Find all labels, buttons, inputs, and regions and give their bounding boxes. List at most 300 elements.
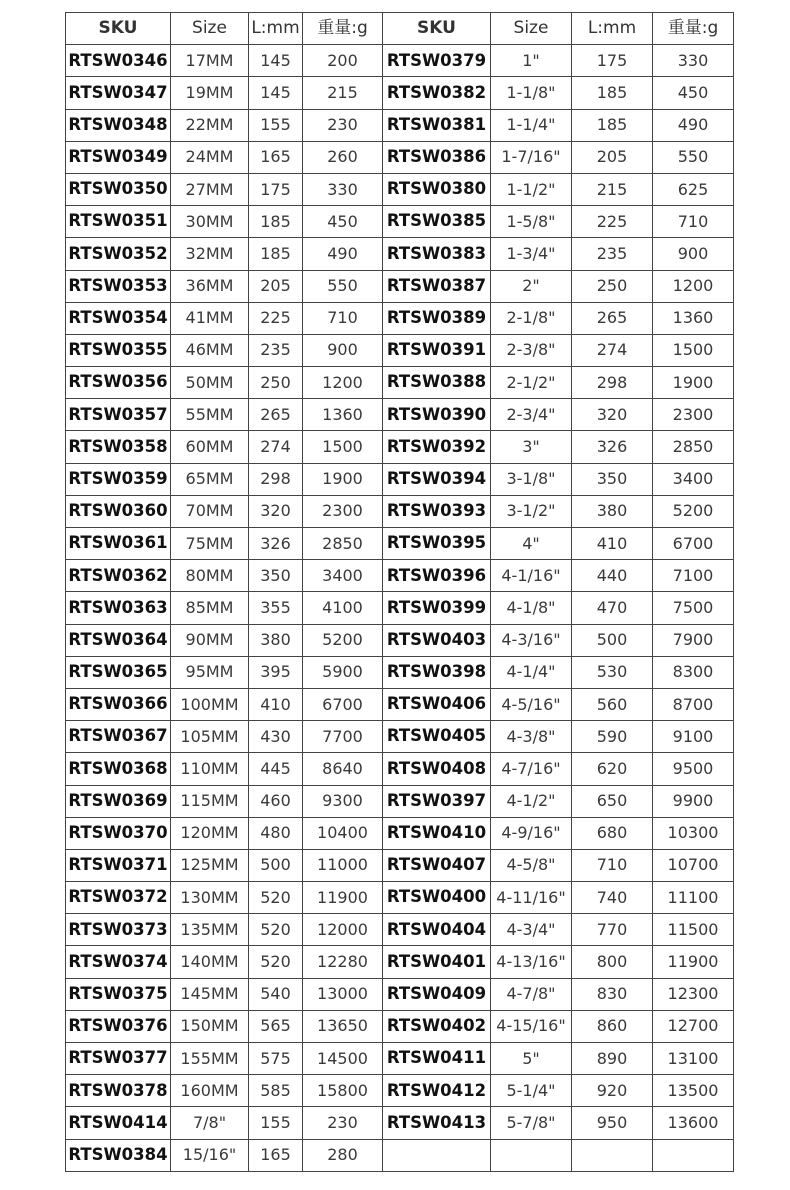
cell-sku-left: RTSW0374 xyxy=(66,946,171,978)
table-row xyxy=(66,1107,734,1139)
table-row xyxy=(66,560,734,592)
cell-sku-left: RTSW0366 xyxy=(66,688,171,720)
cell-size-right: 4-3/16" xyxy=(491,624,572,656)
cell-length-right: 298 xyxy=(572,367,653,399)
header-row xyxy=(66,13,734,45)
cell-sku-left: RTSW0349 xyxy=(66,141,171,173)
cell-sku-right: RTSW0395 xyxy=(383,528,491,560)
cell-length-right: 830 xyxy=(572,978,653,1010)
table-row xyxy=(66,849,734,881)
cell-size-right: 4-1/16" xyxy=(491,560,572,592)
cell-size-left: 27MM xyxy=(171,173,249,205)
table-row xyxy=(66,431,734,463)
cell-size-right: 4-5/8" xyxy=(491,849,572,881)
cell-sku-right: RTSW0393 xyxy=(383,495,491,527)
table-row xyxy=(66,785,734,817)
cell-length-right: 225 xyxy=(572,206,653,238)
header-sku-right: SKU xyxy=(383,13,491,45)
cell-weight-left: 15800 xyxy=(303,1075,383,1107)
cell-length-left: 185 xyxy=(249,206,303,238)
table-row xyxy=(66,238,734,270)
header-size-left: Size xyxy=(171,13,249,45)
cell-length-right: 950 xyxy=(572,1107,653,1139)
cell-length-right: 560 xyxy=(572,688,653,720)
cell-size-left: 24MM xyxy=(171,141,249,173)
cell-weight-right: 8300 xyxy=(653,656,734,688)
cell-sku-right: RTSW0406 xyxy=(383,688,491,720)
cell-weight-left: 13650 xyxy=(303,1010,383,1042)
table-row xyxy=(66,914,734,946)
cell-weight-left: 330 xyxy=(303,173,383,205)
cell-weight-left: 12280 xyxy=(303,946,383,978)
cell-length-left: 410 xyxy=(249,688,303,720)
cell-sku-left: RTSW0360 xyxy=(66,495,171,527)
cell-sku-right: RTSW0405 xyxy=(383,721,491,753)
cell-weight-right: 330 xyxy=(653,45,734,77)
cell-length-left: 320 xyxy=(249,495,303,527)
cell-size-left: 125MM xyxy=(171,849,249,881)
cell-sku-right: RTSW0379 xyxy=(383,45,491,77)
cell-weight-right: 1500 xyxy=(653,334,734,366)
cell-weight-right: 11100 xyxy=(653,882,734,914)
cell-size-right xyxy=(491,1139,572,1171)
cell-length-right: 274 xyxy=(572,334,653,366)
cell-weight-left: 215 xyxy=(303,77,383,109)
cell-length-right: 680 xyxy=(572,817,653,849)
table-row xyxy=(66,1075,734,1107)
table-row xyxy=(66,367,734,399)
cell-length-right: 470 xyxy=(572,592,653,624)
cell-weight-right: 1900 xyxy=(653,367,734,399)
cell-weight-right: 6700 xyxy=(653,528,734,560)
cell-weight-right: 710 xyxy=(653,206,734,238)
cell-sku-right: RTSW0412 xyxy=(383,1075,491,1107)
cell-length-right: 320 xyxy=(572,399,653,431)
cell-size-right: 4-7/16" xyxy=(491,753,572,785)
cell-sku-left: RTSW0369 xyxy=(66,785,171,817)
cell-weight-left: 13000 xyxy=(303,978,383,1010)
cell-size-right: 2" xyxy=(491,270,572,302)
cell-weight-left: 9300 xyxy=(303,785,383,817)
cell-sku-left: RTSW0371 xyxy=(66,849,171,881)
cell-weight-left: 12000 xyxy=(303,914,383,946)
cell-size-right: 1-1/4" xyxy=(491,109,572,141)
cell-length-right: 650 xyxy=(572,785,653,817)
cell-weight-left: 14500 xyxy=(303,1043,383,1075)
cell-length-right: 185 xyxy=(572,109,653,141)
cell-length-left: 395 xyxy=(249,656,303,688)
cell-size-right: 5-1/4" xyxy=(491,1075,572,1107)
cell-size-right: 4-11/16" xyxy=(491,882,572,914)
table-row xyxy=(66,753,734,785)
cell-sku-right xyxy=(383,1139,491,1171)
cell-size-left: 90MM xyxy=(171,624,249,656)
cell-size-left: 140MM xyxy=(171,946,249,978)
cell-size-left: 80MM xyxy=(171,560,249,592)
cell-weight-right: 9100 xyxy=(653,721,734,753)
cell-length-left: 145 xyxy=(249,45,303,77)
cell-length-left: 145 xyxy=(249,77,303,109)
table-row xyxy=(66,109,734,141)
table-row xyxy=(66,656,734,688)
cell-weight-right: 5200 xyxy=(653,495,734,527)
cell-sku-right: RTSW0381 xyxy=(383,109,491,141)
header-size-right: Size xyxy=(491,13,572,45)
cell-weight-right: 8700 xyxy=(653,688,734,720)
cell-sku-left: RTSW0362 xyxy=(66,560,171,592)
cell-weight-left: 2300 xyxy=(303,495,383,527)
cell-length-right: 175 xyxy=(572,45,653,77)
cell-sku-left: RTSW0377 xyxy=(66,1043,171,1075)
cell-size-right: 4-9/16" xyxy=(491,817,572,849)
cell-sku-left: RTSW0368 xyxy=(66,753,171,785)
cell-size-right: 4-15/16" xyxy=(491,1010,572,1042)
cell-sku-right: RTSW0404 xyxy=(383,914,491,946)
cell-sku-right: RTSW0387 xyxy=(383,270,491,302)
cell-weight-left: 2850 xyxy=(303,528,383,560)
cell-length-left: 265 xyxy=(249,399,303,431)
cell-sku-left: RTSW0350 xyxy=(66,173,171,205)
cell-size-left: 75MM xyxy=(171,528,249,560)
cell-sku-left: RTSW0346 xyxy=(66,45,171,77)
cell-length-left: 575 xyxy=(249,1043,303,1075)
cell-size-left: 105MM xyxy=(171,721,249,753)
cell-sku-left: RTSW0361 xyxy=(66,528,171,560)
cell-weight-right: 9900 xyxy=(653,785,734,817)
table-row xyxy=(66,399,734,431)
cell-size-left: 60MM xyxy=(171,431,249,463)
cell-size-left: 7/8" xyxy=(171,1107,249,1139)
cell-size-left: 110MM xyxy=(171,753,249,785)
cell-length-left: 460 xyxy=(249,785,303,817)
table-row xyxy=(66,77,734,109)
cell-size-right: 5-7/8" xyxy=(491,1107,572,1139)
cell-sku-right: RTSW0390 xyxy=(383,399,491,431)
cell-length-left: 155 xyxy=(249,1107,303,1139)
cell-size-right: 1-5/8" xyxy=(491,206,572,238)
cell-weight-left: 5200 xyxy=(303,624,383,656)
cell-sku-right: RTSW0391 xyxy=(383,334,491,366)
cell-weight-right: 3400 xyxy=(653,463,734,495)
cell-length-left: 165 xyxy=(249,1139,303,1171)
cell-size-right: 4" xyxy=(491,528,572,560)
cell-sku-right: RTSW0402 xyxy=(383,1010,491,1042)
cell-size-right: 4-1/8" xyxy=(491,592,572,624)
cell-length-left: 155 xyxy=(249,109,303,141)
table-row xyxy=(66,45,734,77)
cell-size-left: 65MM xyxy=(171,463,249,495)
header-length-left: L:mm xyxy=(249,13,303,45)
cell-sku-right: RTSW0386 xyxy=(383,141,491,173)
header-length-right: L:mm xyxy=(572,13,653,45)
cell-weight-left: 11900 xyxy=(303,882,383,914)
table-row xyxy=(66,173,734,205)
cell-sku-right: RTSW0392 xyxy=(383,431,491,463)
cell-length-left: 274 xyxy=(249,431,303,463)
cell-sku-right: RTSW0410 xyxy=(383,817,491,849)
cell-weight-right: 7900 xyxy=(653,624,734,656)
table-row xyxy=(66,817,734,849)
cell-size-right: 4-1/2" xyxy=(491,785,572,817)
cell-size-left: 46MM xyxy=(171,334,249,366)
cell-sku-left: RTSW0357 xyxy=(66,399,171,431)
cell-size-right: 1-7/16" xyxy=(491,141,572,173)
cell-length-left: 565 xyxy=(249,1010,303,1042)
cell-weight-left: 1200 xyxy=(303,367,383,399)
cell-size-right: 4-13/16" xyxy=(491,946,572,978)
cell-size-right: 2-3/4" xyxy=(491,399,572,431)
cell-size-left: 55MM xyxy=(171,399,249,431)
cell-sku-left: RTSW0367 xyxy=(66,721,171,753)
cell-size-left: 135MM xyxy=(171,914,249,946)
table-row xyxy=(66,463,734,495)
cell-size-left: 70MM xyxy=(171,495,249,527)
cell-length-right: 380 xyxy=(572,495,653,527)
cell-sku-left: RTSW0352 xyxy=(66,238,171,270)
cell-size-right: 3-1/2" xyxy=(491,495,572,527)
table-row xyxy=(66,141,734,173)
cell-length-left: 298 xyxy=(249,463,303,495)
cell-length-right: 620 xyxy=(572,753,653,785)
cell-sku-right: RTSW0407 xyxy=(383,849,491,881)
cell-sku-right: RTSW0389 xyxy=(383,302,491,334)
cell-size-left: 32MM xyxy=(171,238,249,270)
cell-length-left: 205 xyxy=(249,270,303,302)
cell-size-right: 1-1/8" xyxy=(491,77,572,109)
cell-length-right: 530 xyxy=(572,656,653,688)
cell-weight-right: 490 xyxy=(653,109,734,141)
cell-length-right: 860 xyxy=(572,1010,653,1042)
cell-sku-left: RTSW0355 xyxy=(66,334,171,366)
header-weight-left: 重量:g xyxy=(303,13,383,45)
cell-weight-right xyxy=(653,1139,734,1171)
cell-size-right: 4-1/4" xyxy=(491,656,572,688)
cell-size-right: 4-3/8" xyxy=(491,721,572,753)
cell-weight-left: 1360 xyxy=(303,399,383,431)
cell-sku-left: RTSW0347 xyxy=(66,77,171,109)
cell-length-right: 740 xyxy=(572,882,653,914)
cell-weight-left: 550 xyxy=(303,270,383,302)
cell-weight-left: 7700 xyxy=(303,721,383,753)
cell-weight-left: 280 xyxy=(303,1139,383,1171)
cell-length-left: 185 xyxy=(249,238,303,270)
cell-weight-right: 13600 xyxy=(653,1107,734,1139)
cell-size-left: 120MM xyxy=(171,817,249,849)
cell-weight-right: 10700 xyxy=(653,849,734,881)
cell-weight-right: 11900 xyxy=(653,946,734,978)
cell-weight-right: 2850 xyxy=(653,431,734,463)
cell-size-left: 30MM xyxy=(171,206,249,238)
cell-length-right: 440 xyxy=(572,560,653,592)
cell-length-right: 265 xyxy=(572,302,653,334)
cell-size-right: 3" xyxy=(491,431,572,463)
cell-length-right: 920 xyxy=(572,1075,653,1107)
cell-weight-right: 2300 xyxy=(653,399,734,431)
cell-weight-left: 6700 xyxy=(303,688,383,720)
cell-sku-left: RTSW0348 xyxy=(66,109,171,141)
cell-weight-right: 13500 xyxy=(653,1075,734,1107)
header-sku-left: SKU xyxy=(66,13,171,45)
cell-weight-right: 900 xyxy=(653,238,734,270)
cell-size-left: 115MM xyxy=(171,785,249,817)
cell-size-right: 1" xyxy=(491,45,572,77)
cell-sku-right: RTSW0399 xyxy=(383,592,491,624)
cell-weight-right: 12700 xyxy=(653,1010,734,1042)
cell-sku-left: RTSW0363 xyxy=(66,592,171,624)
table-row xyxy=(66,334,734,366)
table-row xyxy=(66,528,734,560)
cell-weight-right: 9500 xyxy=(653,753,734,785)
cell-weight-left: 4100 xyxy=(303,592,383,624)
cell-weight-left: 3400 xyxy=(303,560,383,592)
cell-size-left: 50MM xyxy=(171,367,249,399)
cell-length-left: 165 xyxy=(249,141,303,173)
cell-size-left: 130MM xyxy=(171,882,249,914)
cell-weight-right: 550 xyxy=(653,141,734,173)
cell-sku-right: RTSW0398 xyxy=(383,656,491,688)
cell-length-left: 430 xyxy=(249,721,303,753)
cell-length-left: 225 xyxy=(249,302,303,334)
cell-weight-right: 10300 xyxy=(653,817,734,849)
cell-size-left: 22MM xyxy=(171,109,249,141)
cell-weight-right: 1360 xyxy=(653,302,734,334)
cell-sku-left: RTSW0354 xyxy=(66,302,171,334)
table-row xyxy=(66,1010,734,1042)
cell-size-right: 1-3/4" xyxy=(491,238,572,270)
cell-weight-left: 5900 xyxy=(303,656,383,688)
cell-sku-right: RTSW0385 xyxy=(383,206,491,238)
cell-size-left: 17MM xyxy=(171,45,249,77)
table-row xyxy=(66,624,734,656)
cell-size-left: 100MM xyxy=(171,688,249,720)
cell-sku-left: RTSW0356 xyxy=(66,367,171,399)
cell-size-left: 95MM xyxy=(171,656,249,688)
table-row xyxy=(66,946,734,978)
spec-sheet xyxy=(65,12,734,1172)
cell-length-right: 235 xyxy=(572,238,653,270)
cell-length-left: 585 xyxy=(249,1075,303,1107)
cell-length-left: 520 xyxy=(249,914,303,946)
cell-size-left: 155MM xyxy=(171,1043,249,1075)
cell-length-right: 710 xyxy=(572,849,653,881)
cell-length-right: 250 xyxy=(572,270,653,302)
cell-sku-right: RTSW0413 xyxy=(383,1107,491,1139)
cell-weight-right: 1200 xyxy=(653,270,734,302)
cell-length-right: 800 xyxy=(572,946,653,978)
cell-length-left: 235 xyxy=(249,334,303,366)
cell-sku-right: RTSW0397 xyxy=(383,785,491,817)
cell-weight-right: 13100 xyxy=(653,1043,734,1075)
cell-sku-left: RTSW0373 xyxy=(66,914,171,946)
cell-weight-right: 7100 xyxy=(653,560,734,592)
table-row xyxy=(66,592,734,624)
cell-length-left: 350 xyxy=(249,560,303,592)
cell-size-right: 5" xyxy=(491,1043,572,1075)
cell-length-right: 590 xyxy=(572,721,653,753)
table-row xyxy=(66,978,734,1010)
table-row xyxy=(66,882,734,914)
cell-sku-left: RTSW0359 xyxy=(66,463,171,495)
cell-weight-left: 1500 xyxy=(303,431,383,463)
cell-length-right: 350 xyxy=(572,463,653,495)
cell-length-right: 326 xyxy=(572,431,653,463)
cell-weight-left: 450 xyxy=(303,206,383,238)
cell-size-left: 145MM xyxy=(171,978,249,1010)
cell-length-right: 500 xyxy=(572,624,653,656)
cell-length-left: 480 xyxy=(249,817,303,849)
cell-size-right: 3-1/8" xyxy=(491,463,572,495)
cell-size-left: 41MM xyxy=(171,302,249,334)
cell-weight-left: 10400 xyxy=(303,817,383,849)
cell-sku-right: RTSW0383 xyxy=(383,238,491,270)
cell-size-right: 4-3/4" xyxy=(491,914,572,946)
cell-length-left: 520 xyxy=(249,946,303,978)
table-row xyxy=(66,270,734,302)
cell-sku-right: RTSW0388 xyxy=(383,367,491,399)
cell-length-right: 410 xyxy=(572,528,653,560)
cell-sku-right: RTSW0403 xyxy=(383,624,491,656)
cell-length-left: 175 xyxy=(249,173,303,205)
table-row xyxy=(66,688,734,720)
cell-length-left: 445 xyxy=(249,753,303,785)
cell-size-right: 4-7/8" xyxy=(491,978,572,1010)
cell-size-left: 15/16" xyxy=(171,1139,249,1171)
cell-weight-left: 260 xyxy=(303,141,383,173)
table-body xyxy=(66,45,734,1172)
cell-sku-left: RTSW0384 xyxy=(66,1139,171,1171)
cell-weight-right: 450 xyxy=(653,77,734,109)
cell-length-right xyxy=(572,1139,653,1171)
cell-size-left: 160MM xyxy=(171,1075,249,1107)
cell-length-right: 890 xyxy=(572,1043,653,1075)
table-row xyxy=(66,206,734,238)
cell-sku-right: RTSW0380 xyxy=(383,173,491,205)
cell-size-right: 1-1/2" xyxy=(491,173,572,205)
cell-sku-left: RTSW0378 xyxy=(66,1075,171,1107)
cell-size-left: 36MM xyxy=(171,270,249,302)
cell-sku-left: RTSW0353 xyxy=(66,270,171,302)
cell-length-left: 355 xyxy=(249,592,303,624)
cell-length-left: 380 xyxy=(249,624,303,656)
table-row xyxy=(66,302,734,334)
cell-length-left: 500 xyxy=(249,849,303,881)
cell-weight-right: 7500 xyxy=(653,592,734,624)
cell-sku-right: RTSW0409 xyxy=(383,978,491,1010)
cell-sku-right: RTSW0396 xyxy=(383,560,491,592)
header-weight-right: 重量:g xyxy=(653,13,734,45)
table-row xyxy=(66,1043,734,1075)
cell-size-right: 2-1/2" xyxy=(491,367,572,399)
table-row xyxy=(66,721,734,753)
cell-sku-left: RTSW0375 xyxy=(66,978,171,1010)
cell-sku-right: RTSW0382 xyxy=(383,77,491,109)
cell-sku-right: RTSW0411 xyxy=(383,1043,491,1075)
spec-table xyxy=(65,12,734,1172)
cell-size-left: 85MM xyxy=(171,592,249,624)
cell-length-left: 326 xyxy=(249,528,303,560)
cell-weight-left: 230 xyxy=(303,109,383,141)
cell-sku-left: RTSW0370 xyxy=(66,817,171,849)
cell-weight-right: 625 xyxy=(653,173,734,205)
cell-sku-left: RTSW0376 xyxy=(66,1010,171,1042)
cell-size-left: 19MM xyxy=(171,77,249,109)
cell-length-right: 770 xyxy=(572,914,653,946)
cell-sku-left: RTSW0351 xyxy=(66,206,171,238)
cell-weight-left: 710 xyxy=(303,302,383,334)
cell-weight-left: 230 xyxy=(303,1107,383,1139)
cell-sku-left: RTSW0358 xyxy=(66,431,171,463)
cell-sku-right: RTSW0401 xyxy=(383,946,491,978)
